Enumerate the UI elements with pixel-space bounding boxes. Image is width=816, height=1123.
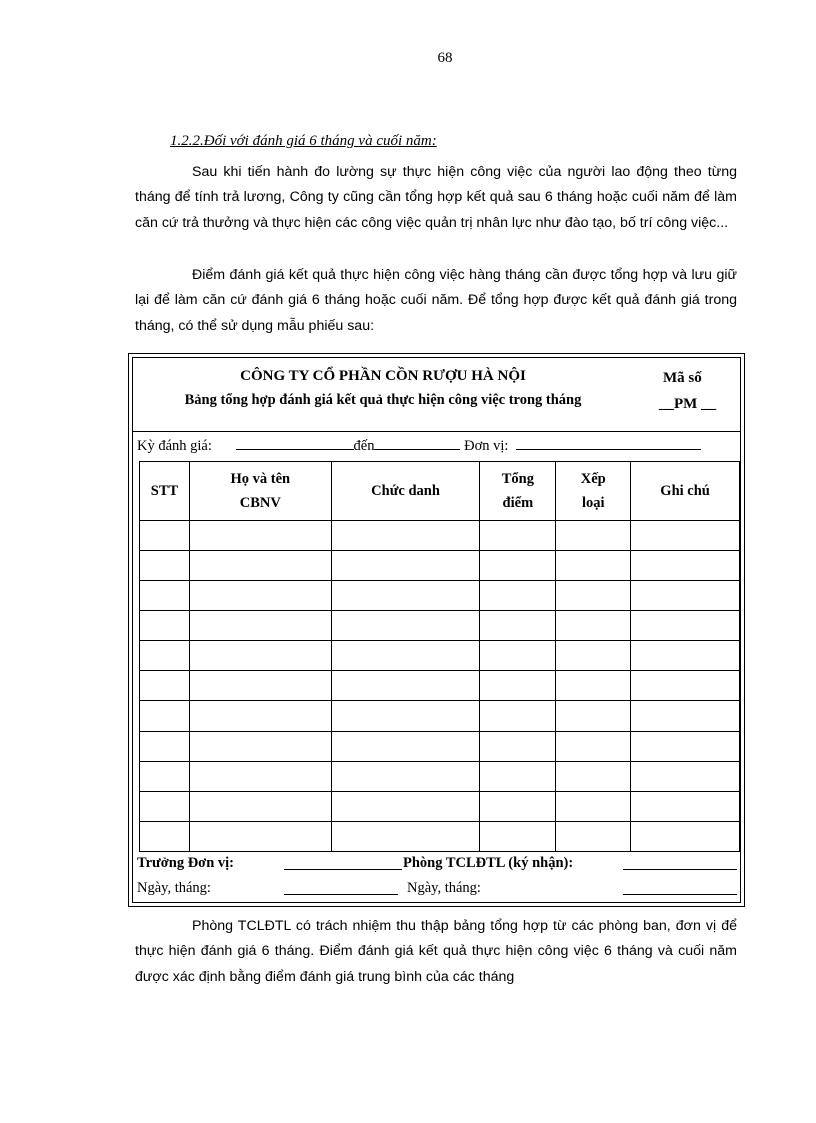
table-cell[interactable] <box>556 581 631 611</box>
table-cell[interactable] <box>189 731 331 761</box>
table-cell[interactable] <box>631 791 740 821</box>
head-of-unit-label: Trưởng Đơn vị: <box>137 855 234 871</box>
table-header-row <box>140 462 740 521</box>
table-cell[interactable] <box>189 671 331 701</box>
table-cell[interactable] <box>331 671 480 701</box>
table-cell[interactable] <box>140 821 190 851</box>
table-cell[interactable] <box>189 611 331 641</box>
table-cell[interactable] <box>140 761 190 791</box>
paragraph-1-text: Sau khi tiến hành đo lường sự thực hiện công việc của người lao động theo từng tháng để tính trả lương, Công ty cũng cần tổng hợp kết quả sau 6 tháng hoặc cuối năm để làm căn cứ trả thưởng và thực hiện các công việc quản trị nhân lực như đào tạo, bố trí công việc... <box>135 164 737 231</box>
table-cell[interactable] <box>331 521 480 551</box>
table-cell[interactable] <box>480 551 556 581</box>
paragraph-2 <box>135 263 737 339</box>
company-name: CÔNG TY CỔ PHẦN CỒN RƯỢU HÀ NỘI <box>240 368 526 384</box>
table-cell[interactable] <box>140 671 190 701</box>
table-cell[interactable] <box>189 761 331 791</box>
table-row <box>140 761 740 791</box>
table-cell[interactable] <box>480 581 556 611</box>
table-cell[interactable] <box>480 731 556 761</box>
table-cell[interactable] <box>140 581 190 611</box>
table-cell[interactable] <box>556 761 631 791</box>
table-cell[interactable] <box>189 521 331 551</box>
evaluation-form <box>128 353 745 907</box>
table-cell[interactable] <box>480 761 556 791</box>
table-cell[interactable] <box>556 701 631 731</box>
table-cell[interactable] <box>631 611 740 641</box>
period-row <box>137 436 701 455</box>
signature-row-1 <box>137 855 742 875</box>
table-cell[interactable] <box>631 581 740 611</box>
table-row <box>140 581 740 611</box>
date-label-2: Ngày, tháng: <box>407 880 481 896</box>
table-row <box>140 701 740 731</box>
table-cell[interactable] <box>331 641 480 671</box>
table-cell[interactable] <box>140 701 190 731</box>
col-rank <box>556 462 631 521</box>
table-cell[interactable] <box>331 551 480 581</box>
unit-label: Đơn vị: <box>464 438 509 454</box>
table-cell[interactable] <box>556 671 631 701</box>
page-number: 68 <box>437 50 453 66</box>
col-stt <box>140 462 190 521</box>
col-total-line2: điểm <box>502 495 534 511</box>
table-cell[interactable] <box>140 551 190 581</box>
paragraph-3 <box>135 914 737 990</box>
table-cell[interactable] <box>480 791 556 821</box>
period-from-blank[interactable] <box>236 436 354 450</box>
table-cell[interactable] <box>556 641 631 671</box>
table-cell[interactable] <box>480 671 556 701</box>
table-row <box>140 641 740 671</box>
date-blank-2[interactable] <box>623 880 737 895</box>
table-cell[interactable] <box>631 701 740 731</box>
table-cell[interactable] <box>631 761 740 791</box>
date-blank-1[interactable] <box>284 880 398 895</box>
table-cell[interactable] <box>631 821 740 851</box>
col-total <box>480 462 556 521</box>
table-cell[interactable] <box>556 791 631 821</box>
table-cell[interactable] <box>189 791 331 821</box>
paragraph-2-text: Điểm đánh giá kết quả thực hiện công việc hàng tháng cần được tổng hợp và lưu giữ lại để làm căn cứ đánh giá 6 tháng hoặc cuối năm. Để tổng hợp được kết quả đánh giá trong tháng, có thể sử dụng mẫu phiếu sau: <box>135 267 737 334</box>
period-to-label: đến <box>353 438 375 454</box>
paragraph-3-text: Phòng TCLĐTL có trách nhiệm thu thập bảng tổng hợp từ các phòng ban, đơn vị để thực hiện đánh giá 6 tháng. Điểm đánh giá kết quả thực hiện công việc 6 tháng và cuối năm được xác định bằng điểm đánh giá trung bình của các tháng <box>135 918 737 985</box>
form-inner-frame <box>132 357 741 903</box>
table-cell[interactable] <box>331 611 480 641</box>
code-value: __PM __ <box>659 396 717 412</box>
period-label: Kỳ đánh giá: <box>137 438 212 454</box>
col-stt-label: STT <box>150 483 179 499</box>
table-body <box>140 521 740 852</box>
col-position <box>331 462 480 521</box>
header-divider <box>133 431 740 432</box>
table-row <box>140 551 740 581</box>
table-cell[interactable] <box>556 551 631 581</box>
table-cell[interactable] <box>331 791 480 821</box>
date-label-1: Ngày, tháng: <box>137 880 211 896</box>
table-row <box>140 671 740 701</box>
table-cell[interactable] <box>140 731 190 761</box>
table-cell[interactable] <box>140 521 190 551</box>
unit-blank[interactable] <box>516 436 701 450</box>
table-row <box>140 821 740 851</box>
paragraph-1 <box>135 160 737 236</box>
table-cell[interactable] <box>189 701 331 731</box>
table-cell[interactable] <box>631 551 740 581</box>
table-cell[interactable] <box>189 581 331 611</box>
table-cell[interactable] <box>189 821 331 851</box>
table-cell[interactable] <box>140 791 190 821</box>
table-cell[interactable] <box>556 521 631 551</box>
table-cell[interactable] <box>189 551 331 581</box>
col-name-line2: CBNV <box>239 495 281 511</box>
table-cell[interactable] <box>480 821 556 851</box>
table-cell[interactable] <box>480 521 556 551</box>
table-cell[interactable] <box>140 641 190 671</box>
table-row <box>140 791 740 821</box>
table-cell[interactable] <box>631 521 740 551</box>
signature-row-2 <box>137 880 742 900</box>
table-cell[interactable] <box>331 581 480 611</box>
col-total-line1: Tổng <box>501 471 534 487</box>
section-heading: 1.2.2.Đối với đánh giá 6 tháng và cuối năm: <box>170 133 437 149</box>
table-cell[interactable] <box>631 671 740 701</box>
hr-dept-signature-blank[interactable] <box>623 855 737 870</box>
table-cell[interactable] <box>556 821 631 851</box>
table-cell[interactable] <box>331 761 480 791</box>
col-name-line1: Họ và tên <box>230 471 291 487</box>
table-cell[interactable] <box>480 641 556 671</box>
col-note <box>631 462 740 521</box>
table-row <box>140 731 740 761</box>
col-rank-line2: loại <box>581 495 605 511</box>
col-position-label: Chức danh <box>371 483 440 499</box>
table-cell[interactable] <box>140 611 190 641</box>
table-cell[interactable] <box>331 821 480 851</box>
table-cell[interactable] <box>331 701 480 731</box>
col-rank-line1: Xếp <box>580 471 606 487</box>
table-cell[interactable] <box>631 731 740 761</box>
hr-dept-label: Phòng TCLĐTL (ký nhận): <box>403 855 574 871</box>
table-row <box>140 611 740 641</box>
table-row <box>140 521 740 551</box>
code-label: Mã số <box>663 370 702 386</box>
table-cell[interactable] <box>189 641 331 671</box>
table-cell[interactable] <box>331 731 480 761</box>
period-to-blank[interactable] <box>374 436 460 450</box>
table-cell[interactable] <box>556 731 631 761</box>
table-cell[interactable] <box>556 611 631 641</box>
table-cell[interactable] <box>480 611 556 641</box>
form-title: Bảng tổng hợp đánh giá kết quả thực hiện công việc trong tháng <box>184 392 582 408</box>
table-cell[interactable] <box>631 641 740 671</box>
evaluation-table <box>139 461 740 852</box>
col-note-label: Ghi chú <box>660 483 710 499</box>
head-of-unit-signature-blank[interactable] <box>284 855 402 870</box>
col-name <box>189 462 331 521</box>
table-cell[interactable] <box>480 701 556 731</box>
